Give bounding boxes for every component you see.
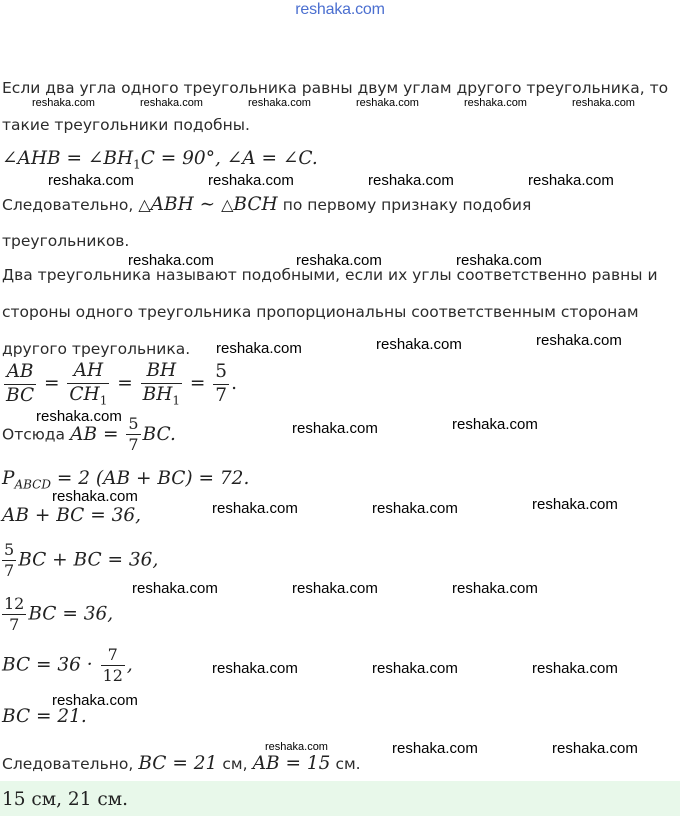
watermark: reshaka.com <box>536 332 622 349</box>
watermark: reshaka.com <box>572 97 635 109</box>
watermark: reshaka.com <box>452 580 538 597</box>
watermark: reshaka.com <box>528 172 614 189</box>
similarity-statement-cont: треугольников. <box>2 232 130 250</box>
watermark: reshaka.com <box>212 500 298 517</box>
watermark: reshaka.com <box>52 692 138 709</box>
watermark: reshaka.com <box>456 252 542 269</box>
watermark: reshaka.com <box>296 252 382 269</box>
answer-text: 15 см, 21 см. <box>2 789 128 810</box>
final-statement: Следовательно, BC = 21 см, AB = 15 см. <box>2 753 361 774</box>
definition-line-3: другого треугольника. <box>2 340 191 358</box>
angles-equation: ∠AHB = $\angle BH_1C = 90^\circ$, ∠A = ∠C. <box>2 148 318 172</box>
watermark: reshaka.com <box>292 420 378 437</box>
watermark: reshaka.com <box>52 488 138 505</box>
definition-line-2: стороны одного треугольника пропорциональны соответственным сторонам <box>2 303 639 321</box>
bc-computation: BC = 36 · $\frac{7}{12}$ , <box>2 645 133 685</box>
sum-equation-1: AB + BC = 36, <box>2 505 141 526</box>
theorem-text-line-1: Если два угла одного треугольника равны двум углам другого треугольника, то <box>2 79 669 97</box>
perimeter-equation: $P_{ABCD} = 2$ (AB + BC) = 72. <box>2 468 250 492</box>
watermark: reshaka.com <box>128 252 214 269</box>
watermark: reshaka.com <box>216 340 302 357</box>
watermark: reshaka.com <box>464 97 527 109</box>
watermark: reshaka.com <box>32 97 95 109</box>
watermark: reshaka.com <box>372 660 458 677</box>
ab-expression: Отсюда AB = $\frac{5}{7}$ BC. <box>2 414 176 454</box>
sum-equation-2: $\frac{5}{7}$ BC + BC = 36, <box>4 540 159 580</box>
watermark: reshaka.com <box>376 336 462 353</box>
watermark: reshaka.com <box>372 500 458 517</box>
ratio-equation: $\frac{AB}{BC}$ = $\frac{AH}{CH_1}$ = $\frac{BH}{BH_1}$ = $\frac{5}{7}$ . <box>6 360 237 408</box>
bc-result: BC = 21. <box>2 706 87 727</box>
watermark: reshaka.com <box>452 416 538 433</box>
watermark: reshaka.com <box>36 408 122 425</box>
watermark: reshaka.com <box>532 496 618 513</box>
watermark: reshaka.com <box>392 740 478 757</box>
theorem-text-line-2: такие треугольники подобны. <box>2 116 250 134</box>
watermark: reshaka.com <box>368 172 454 189</box>
watermark: reshaka.com <box>48 172 134 189</box>
watermark: reshaka.com <box>140 97 203 109</box>
definition-line-1: Два треугольника называют подобными, если их углы соответственно равны и <box>2 266 658 284</box>
watermark: reshaka.com <box>132 580 218 597</box>
watermark: reshaka.com <box>212 660 298 677</box>
watermark: reshaka.com <box>248 97 311 109</box>
watermark: reshaka.com <box>552 740 638 757</box>
watermark: reshaka.com <box>265 741 328 753</box>
triangle-icon: △ <box>221 195 234 214</box>
watermark: reshaka.com <box>356 97 419 109</box>
site-logo[interactable]: reshaka.com <box>295 1 385 18</box>
watermark: reshaka.com <box>292 580 378 597</box>
triangle-icon: △ <box>138 195 151 214</box>
watermark: reshaka.com <box>532 660 618 677</box>
sum-equation-3: $\frac{12}{7}$ BC = 36, <box>4 594 114 634</box>
similarity-statement: Следовательно, △ABH ∼ △BCH по первому признаку подобия <box>2 194 532 215</box>
watermark: reshaka.com <box>208 172 294 189</box>
